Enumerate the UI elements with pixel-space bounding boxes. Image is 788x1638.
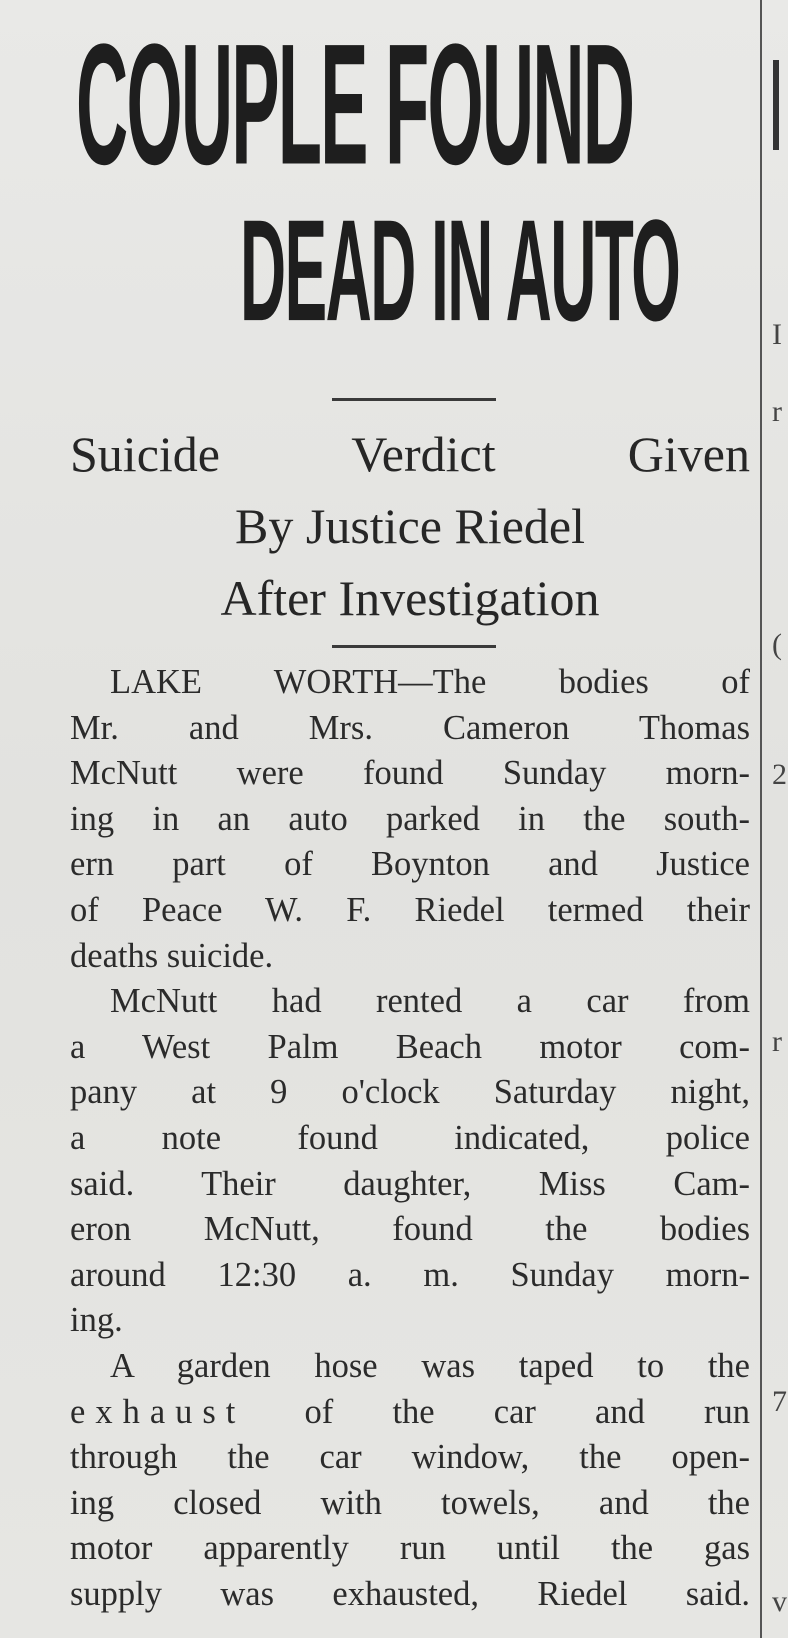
column-divider: [760, 0, 762, 1638]
text-line: ing.: [70, 1301, 123, 1340]
subheadline-line: After Investigation: [220, 570, 600, 626]
text-line: ing in an auto parked in the south-: [70, 799, 750, 838]
text-line: eron McNutt, found the bodies: [70, 1210, 750, 1249]
adjacent-column-fragment: 2: [772, 758, 787, 791]
headline-divider-top: [332, 398, 496, 401]
text-line: LAKE WORTH—The bodies of: [110, 663, 750, 701]
adjacent-column-fragment: r: [772, 1025, 782, 1058]
text-line: a West Palm Beach motor com-: [70, 1027, 750, 1066]
text-line: a note found indicated, police: [70, 1118, 750, 1157]
adjacent-column-fragment: r: [772, 395, 782, 428]
paragraph-3: [70, 1344, 750, 1618]
adjacent-column-fragment: v: [772, 1585, 787, 1618]
text-line: pany at 9 o'clock Saturday night,: [70, 1073, 750, 1112]
adjacent-column-fragment: I: [772, 318, 782, 351]
text-line: ing closed with towels, and the: [70, 1483, 750, 1522]
spaced-word: exhaust: [70, 1392, 246, 1431]
text-line: supply was exhausted, Riedel said.: [70, 1574, 750, 1613]
paragraph-2: [70, 979, 750, 1344]
paragraph-1: [70, 660, 750, 979]
text-line: McNutt were found Sunday morn-: [70, 754, 750, 793]
headline-divider-bottom: [332, 645, 496, 648]
headline-line-1: COUPLE FOUND: [76, 7, 634, 201]
text-line: McNutt had rented a car from: [110, 982, 750, 1021]
text-line: motor apparently run until the gas: [70, 1529, 750, 1568]
text-line: around 12:30 a. m. Sunday morn-: [70, 1255, 750, 1294]
subheadline: [70, 418, 750, 634]
adjacent-column-headline-fragment: [773, 60, 779, 150]
text-line: ern part of Boynton and Justice: [70, 845, 750, 884]
text-line: deaths suicide.: [70, 936, 274, 975]
text-line: through the car window, the open-: [70, 1438, 750, 1477]
headline-line-2: DEAD IN AUTO: [240, 189, 680, 352]
text-line: of Peace W. F. Riedel termed their: [70, 890, 750, 929]
text-line: said. Their daughter, Miss Cam-: [70, 1164, 750, 1203]
article-body: [70, 660, 750, 1617]
subheadline-line: By Justice Riedel: [235, 498, 585, 554]
text-line: exhaust of the car and run: [70, 1392, 750, 1431]
subheadline-line: Suicide Verdict Given: [70, 426, 750, 482]
text-line: Mr. and Mrs. Cameron Thomas: [70, 708, 750, 747]
adjacent-column-fragment: 7: [772, 1385, 787, 1418]
adjacent-column-fragment: (: [772, 628, 782, 661]
text-line: A garden hose was taped to the: [110, 1346, 750, 1385]
